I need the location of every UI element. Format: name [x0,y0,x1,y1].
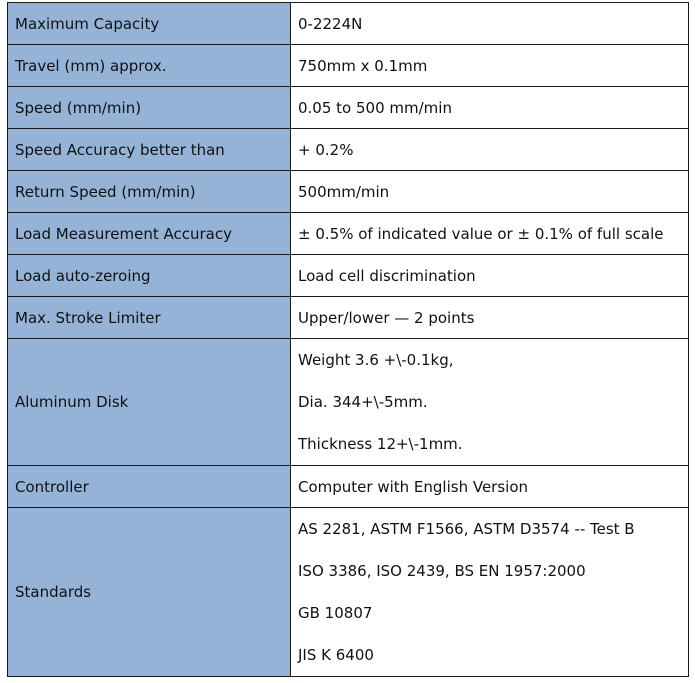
spec-label: Speed (mm/min) [8,87,291,129]
spec-value: 0.05 to 500 mm/min [291,87,689,129]
spec-value-line: Dia. 344+\-5mm. [298,393,428,411]
spec-row-aluminum-disk [8,339,689,466]
spec-label: Standards [8,508,291,677]
spec-label: Return Speed (mm/min) [8,171,291,213]
spec-value: ± 0.5% of indicated value or ± 0.1% of full scale [291,213,689,255]
spec-value-line: Thickness 12+\-1mm. [298,435,463,453]
spec-row-load-measurement-accuracy [8,213,689,255]
spec-value-line: Weight 3.6 +\-0.1kg, [298,351,454,369]
spec-value: Computer with English Version [291,466,689,508]
spec-label: Travel (mm) approx. [8,45,291,87]
spec-row-travel [8,45,689,87]
spec-label: Controller [8,466,291,508]
spec-value: Load cell discrimination [291,255,689,297]
spec-label: Maximum Capacity [8,3,291,45]
spec-value-line: ISO 3386, ISO 2439, BS EN 1957:2000 [298,562,586,580]
spec-value: 750mm x 0.1mm [291,45,689,87]
spec-label: Aluminum Disk [8,339,291,466]
spec-value [291,508,689,677]
spec-value: + 0.2% [291,129,689,171]
specification-table [7,2,689,677]
spec-label: Max. Stroke Limiter [8,297,291,339]
spec-value-line: AS 2281, ASTM F1566, ASTM D3574 -- Test B [298,520,635,538]
spec-row-maximum-capacity [8,3,689,45]
spec-value-line: JIS K 6400 [298,646,374,664]
spec-value: 500mm/min [291,171,689,213]
spec-label: Load Measurement Accuracy [8,213,291,255]
spec-row-controller [8,466,689,508]
spec-value: Upper/lower — 2 points [291,297,689,339]
spec-row-return-speed [8,171,689,213]
spec-row-speed [8,87,689,129]
spec-label: Speed Accuracy better than [8,129,291,171]
spec-row-load-auto-zeroing [8,255,689,297]
spec-row-max-stroke-limiter [8,297,689,339]
spec-row-standards [8,508,689,677]
spec-value [291,339,689,466]
spec-value-line: GB 10807 [298,604,373,622]
spec-row-speed-accuracy [8,129,689,171]
spec-label: Load auto-zeroing [8,255,291,297]
spec-value: 0-2224N [291,3,689,45]
